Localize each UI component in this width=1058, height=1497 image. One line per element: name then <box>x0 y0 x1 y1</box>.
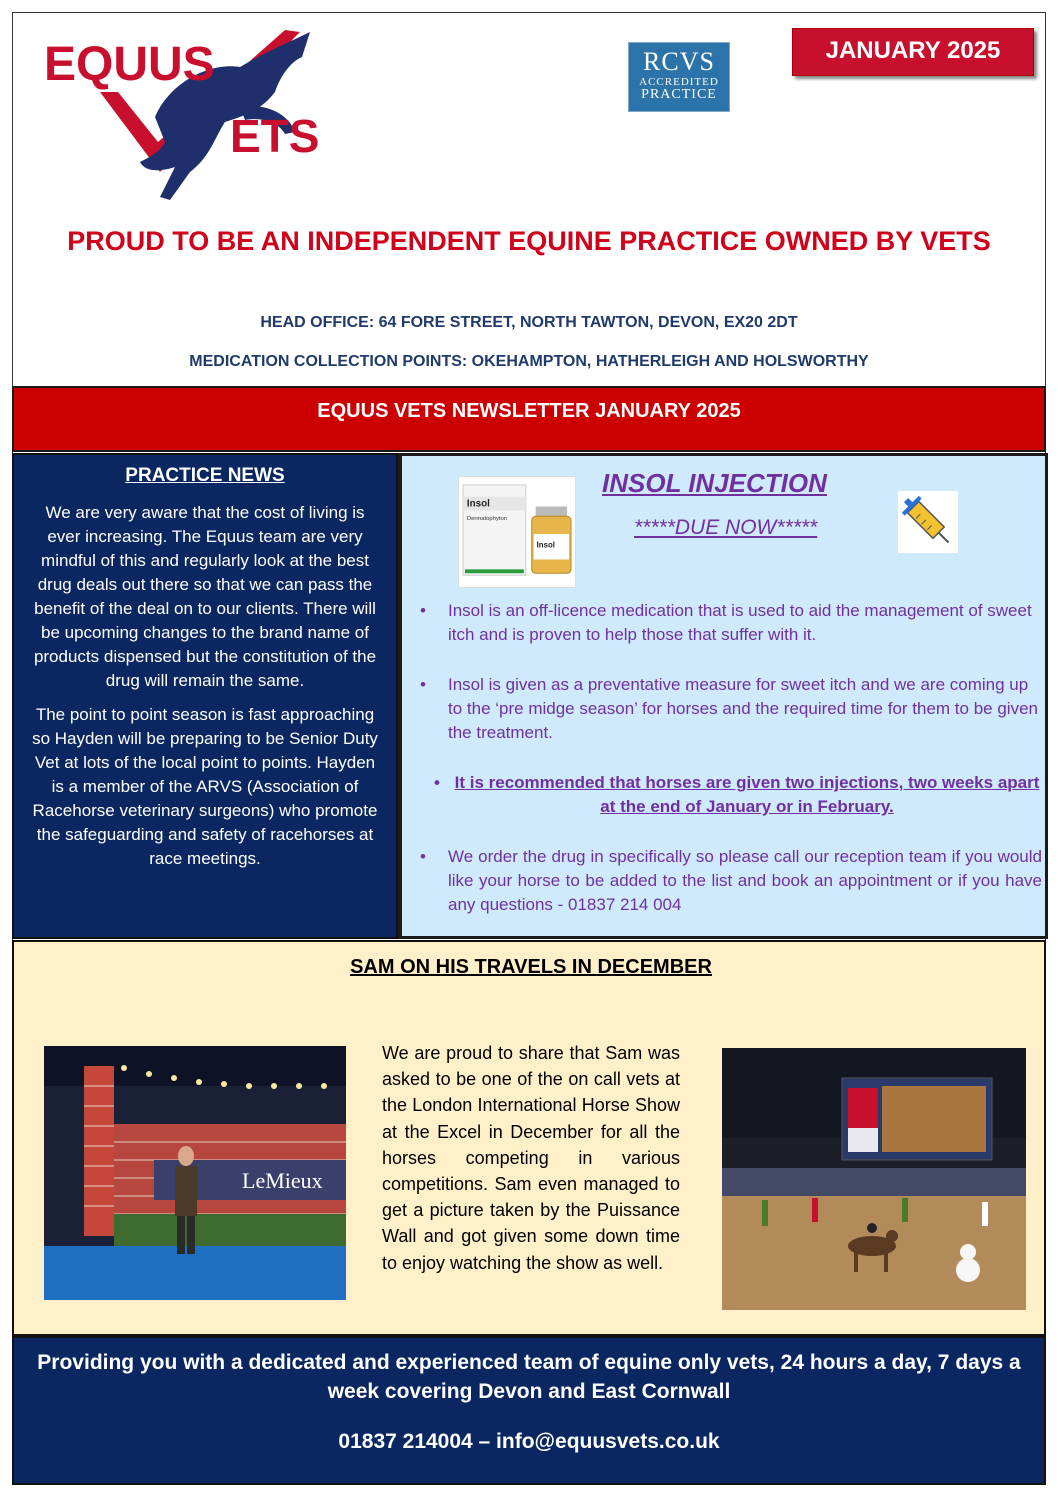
footer-panel <box>12 1336 1046 1485</box>
equus-vets-logo <box>40 22 370 202</box>
newsletter-title-bar: EQUUS VETS NEWSLETTER JANUARY 2025 <box>12 386 1046 452</box>
insol-bullet-list <box>412 599 1042 943</box>
insol-due-now: *****DUE NOW***** <box>634 516 818 539</box>
rcvs-accredited-badge <box>628 42 730 112</box>
insol-product-image <box>458 476 576 588</box>
insol-bullet-3: • It is recommended that horses are given two injections, two weeks apart at the end of January or in February. <box>412 771 1042 819</box>
rcvs-line2: ACCREDITED <box>639 76 719 88</box>
insol-vial-label: Insol <box>536 540 555 550</box>
collection-points: MEDICATION COLLECTION POINTS: OKEHAMPTON, HATHERLEIGH AND HOLSWORTHY <box>189 353 869 370</box>
logo-text-bottom: ETS <box>230 110 320 162</box>
practice-news-paragraph-1: We are very aware that the cost of living is ever increasing. The Equus team are very mindful of this and regularly look at the best drug deals out there so that we can pass the benefit of the deal on to our clients. There will be upcoming changes to the brand name of products dispensed but the constitution of the drug will remain the same. <box>33 503 377 690</box>
sam-puissance-wall-photo <box>44 1046 346 1300</box>
footer-contact: 01837 214004 – info@equusvets.co.uk <box>338 1430 720 1453</box>
insol-box-sub: Dermatophyton <box>466 516 508 523</box>
practice-news-heading: PRACTICE NEWS <box>125 465 285 486</box>
lemieux-sign: LeMieux <box>242 1168 323 1193</box>
rcvs-line1: RCVS <box>643 47 715 76</box>
sam-heading: SAM ON HIS TRAVELS IN DECEMBER <box>350 956 712 978</box>
rcvs-line3: PRACTICE <box>641 87 717 102</box>
practice-news-panel <box>12 453 398 939</box>
head-office-address: HEAD OFFICE: 64 FORE STREET, NORTH TAWTON, DEVON, EX20 2DT <box>260 314 798 331</box>
insol-title: INSOL INJECTION <box>602 468 827 498</box>
sam-story-text: We are proud to share that Sam was asked to be one of the on call vets at the London International Horse Show at the Excel in December for all the horses competing in various competitions. Sam even managed to get a picture taken by the Puissance Wall and got given some down time to enjoy watching the show as well. <box>382 1043 680 1273</box>
insol-bullet-4: • We order the drug in specifically so please call our reception team if you would like your horse to be added to the list and book an appointment or if you have any questions - 01837 214 004 <box>412 845 1042 917</box>
insol-bullet-1: • Insol is an off-licence medication that is used to aid the management of sweet itch and is proven to help those that suffer with it. <box>412 599 1042 647</box>
logo-text-top: EQUUS <box>44 38 215 91</box>
horse-show-arena-photo <box>722 1048 1026 1310</box>
insol-bullet-2: • Insol is given as a preventative measure for sweet itch and we are coming up to the ‘pre midge season’ for horses and the required time for them to be given the treatment. <box>412 673 1042 745</box>
insol-panel <box>398 453 1048 939</box>
date-badge: JANUARY 2025 <box>792 28 1034 76</box>
practice-news-paragraph-2: The point to point season is fast approaching so Hayden will be preparing to be Senior Duty Vet at lots of the local point to points. Hayden is a member of the ARVS (Association of Racehorse veterinary surgeons) who promote the safeguarding and safety of racehorses at race meetings. <box>32 705 378 868</box>
insol-box-label: Insol <box>466 498 490 510</box>
footer-tagline: Providing you with a dedicated and experienced team of equine only vets, 24 hours a day, 7 days a week covering Devon and East Cornwall <box>37 1351 1021 1403</box>
sam-travels-panel <box>12 940 1046 1336</box>
syringe-icon <box>898 491 958 553</box>
tagline: PROUD TO BE AN INDEPENDENT EQUINE PRACTICE OWNED BY VETS <box>67 226 991 256</box>
